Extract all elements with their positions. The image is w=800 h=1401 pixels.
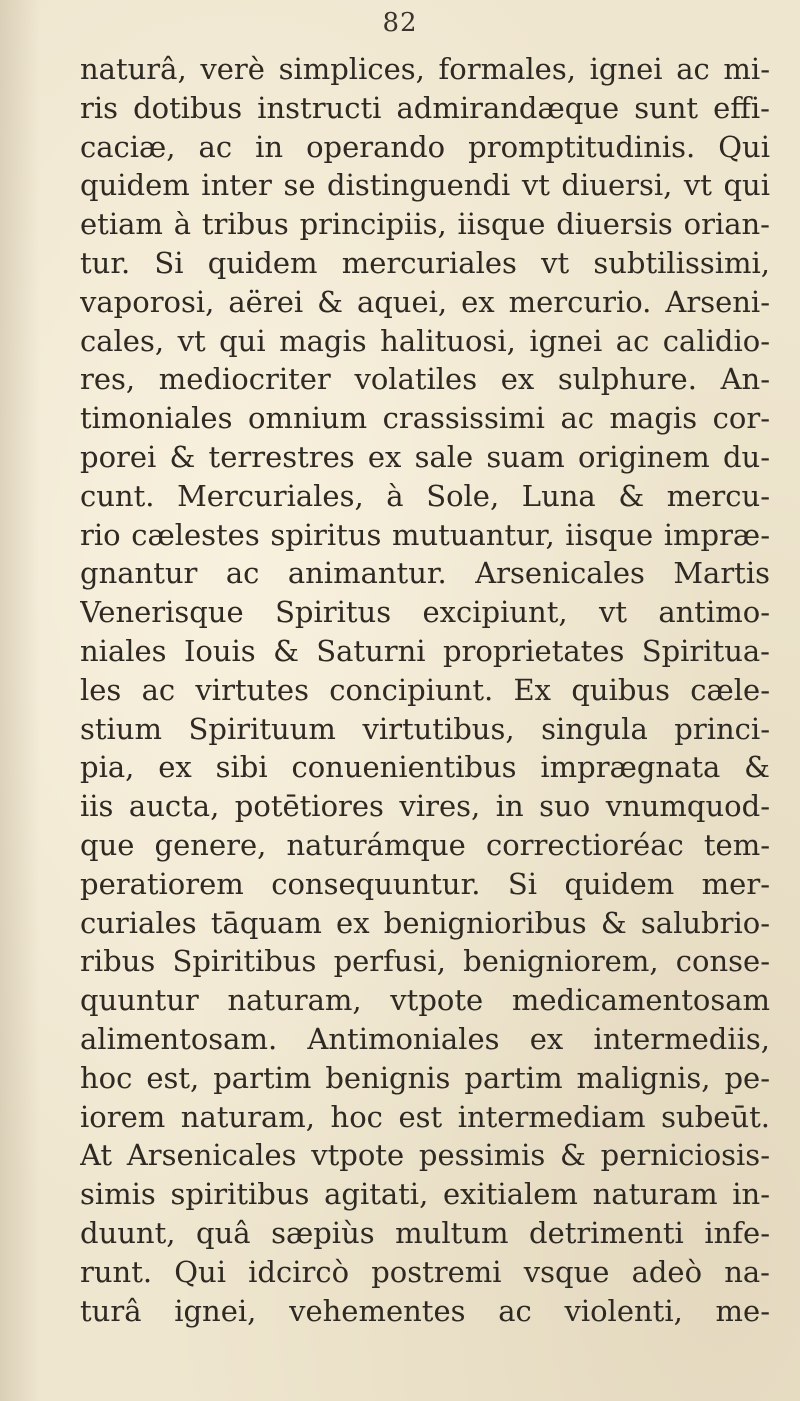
text-line: gnantur ac animantur. Arsenicales Martis: [80, 556, 770, 591]
text-line: naturâ, verè simplices, formales, ignei ac mi-: [80, 52, 770, 86]
text-line: timoniales omnium crassissimi ac magis cor-: [80, 401, 770, 436]
text-line: quidem inter se distinguendi vt diuersi, vt qui: [80, 168, 770, 203]
text-line: iorem naturam, hoc est intermediam subeūt.: [80, 1099, 770, 1134]
text-line: niales Iouis & Saturni proprietates Spiritua-: [80, 633, 770, 668]
text-line: ribus Spiritibus perfusi, benigniorem, conse-: [80, 944, 770, 979]
text-line: turâ ignei, vehementes ac violenti, me-: [80, 1293, 770, 1328]
text-line: quuntur naturam, vtpote medicamentosam: [80, 983, 770, 1018]
text-line: runt. Qui idcircò postremi vsque adeò na-: [80, 1254, 770, 1289]
text-line: rio cælestes spiritus mutuantur, iisque impræ-: [80, 517, 770, 552]
text-line: porei & terrestres ex sale suam originem du-: [80, 439, 770, 474]
text-line: caciæ, ac in operando promptitudinis. Qui: [80, 129, 770, 164]
body-text: [80, 50, 770, 1330]
text-line: etiam à tribus principiis, iisque diuersis orian-: [80, 207, 770, 242]
text-line: vaporosi, aërei & aquei, ex mercurio. Arseni-: [80, 284, 770, 319]
text-line: duunt, quâ sæpiùs multum detrimenti infe-: [80, 1215, 770, 1250]
text-line: curiales tāquam ex benignioribus & salubrio-: [80, 905, 770, 940]
text-line: peratiorem consequuntur. Si quidem mer-: [80, 866, 770, 901]
text-line: cales, vt qui magis halituosi, ignei ac calidio-: [80, 323, 770, 358]
text-line: alimentosam. Antimoniales ex intermediis,: [80, 1021, 770, 1056]
text-line: les ac virtutes concipiunt. Ex quibus cæle-: [80, 672, 770, 707]
text-line: cunt. Mercuriales, à Sole, Luna & mercu-: [80, 478, 770, 513]
text-line: At Arsenicales vtpote pessimis & perniciosis-: [80, 1138, 770, 1173]
text-line: iis aucta, potētiores vires, in suo vnumquod-: [80, 789, 770, 824]
text-line: res, mediocriter volatiles ex sulphure. An-: [80, 362, 770, 397]
text-line: que genere, naturámque correctioréac tem-: [80, 827, 770, 862]
page-number: 82: [382, 8, 418, 38]
text-line: ris dotibus instructi admirandæque sunt effi-: [80, 90, 770, 125]
text-line: Venerisque Spiritus excipiunt, vt antimo-: [80, 595, 770, 630]
text-line: pia, ex sibi conuenientibus imprægnata &: [80, 750, 770, 785]
text-line: stium Spirituum virtutibus, singula princi-: [80, 711, 770, 746]
binding-shadow: [0, 0, 40, 1401]
text-line: tur. Si quidem mercuriales vt subtilissimi,: [80, 245, 770, 280]
text-line: simis spiritibus agitati, exitialem naturam in-: [80, 1177, 770, 1212]
text-line: hoc est, partim benignis partim malignis, pe-: [80, 1060, 770, 1095]
